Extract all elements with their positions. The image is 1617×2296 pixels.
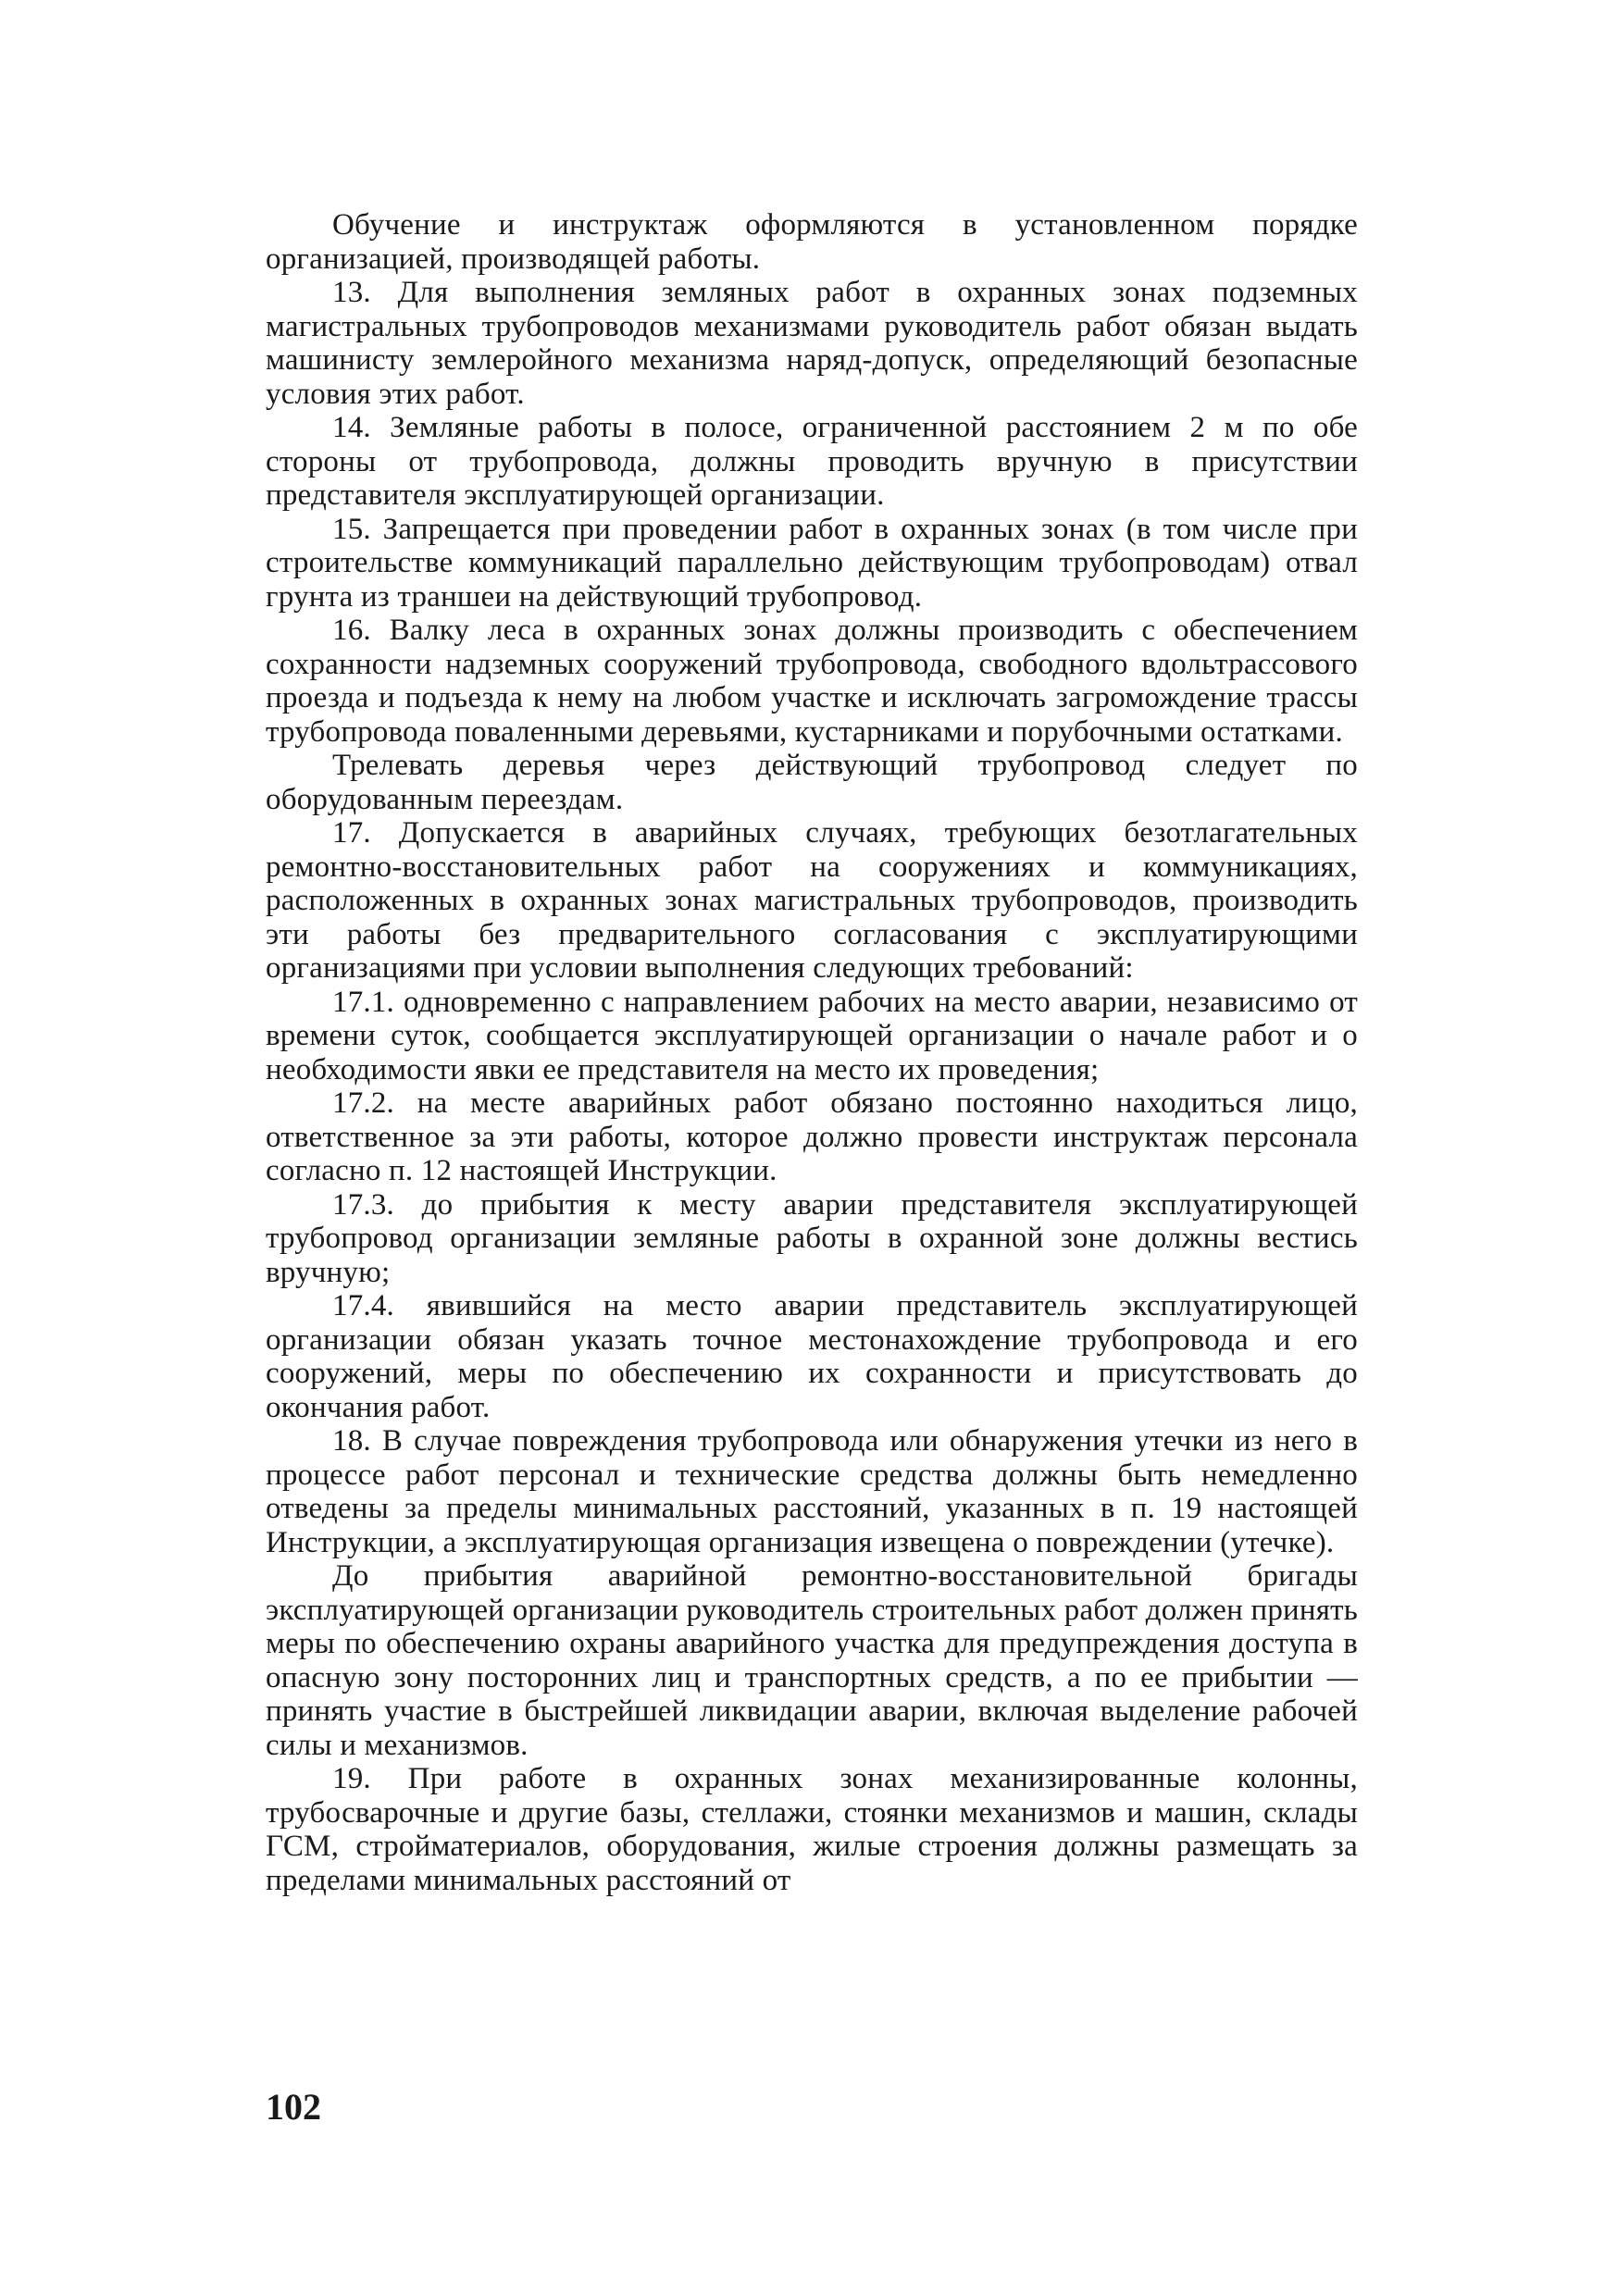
paragraph-16: 16. Валку леса в охранных зонах должны производить с обеспечением сохранности надземных сооружений трубопровода, свободного вдольтрассового проезда и подъезда к нему на любом участке и исключать загромождение трассы трубопровода поваленными деревьями, кустарниками и порубочными остатками. xyxy=(266,614,1358,749)
paragraph-14: 14. Земляные работы в полосе, ограниченной расстоянием 2 м по обе стороны от трубопровода, должны проводить вручную в присутствии представителя эксплуатирующей организации. xyxy=(266,411,1358,512)
paragraph-17-3: 17.3. до прибытия к месту аварии представителя эксплуатирующей трубопровод организации земляные работы в охранной зоне должны вестись вручную; xyxy=(266,1187,1358,1289)
paragraph-17-1: 17.1. одновременно с направлением рабочих на место аварии, независимо от времени суток, сообщается эксплуатирующей организации о начале работ и о необходимости явки ее представителя на место их проведения; xyxy=(266,985,1358,1086)
paragraph-17-2: 17.2. на месте аварийных работ обязано постоянно находиться лицо, ответственное за эти работы, которое должно провести инструктаж персонала согласно п. 12 настоящей Инструкции. xyxy=(266,1086,1358,1187)
paragraph-training: Обучение и инструктаж оформляются в установленном порядке организацией, производящей работы. xyxy=(266,208,1358,276)
page-body xyxy=(266,208,1358,1897)
paragraph-16-skidding: Трелевать деревья через действующий трубопровод следует по оборудованным переездам. xyxy=(266,749,1358,816)
paragraph-18: 18. В случае повреждения трубопровода или обнаружения утечки из него в процессе работ персонал и технические средства должны быть немедленно отведены за пределы минимальных расстояний, указанных в п. 19 настоящей Инструкции, а эксплуатирующая организация извещена о повреждении (утечке). xyxy=(266,1424,1358,1559)
paragraph-13: 13. Для выполнения земляных работ в охранных зонах подземных магистральных трубопроводов механизмами руководитель работ обязан выдать машинисту землеройного механизма наряд-допуск, определяющий безопасные условия этих работ. xyxy=(266,276,1358,411)
paragraph-17: 17. Допускается в аварийных случаях, требующих безотлагательных ремонтно-восстановительных работ на сооружениях и коммуникациях, расположенных в охранных зонах магистральных трубопроводов, производить эти работы без предварительного согласования с эксплуатирующими организациями при условии выполнения следующих требований: xyxy=(266,816,1358,985)
page-number: 102 xyxy=(266,2086,321,2128)
paragraph-17-4: 17.4. явившийся на место аварии представитель эксплуатирующей организации обязан указать точное местонахождение трубопровода и его сооружений, меры по обеспечению их сохранности и присутствовать до окончания работ. xyxy=(266,1289,1358,1424)
paragraph-18-brigade: До прибытия аварийной ремонтно-восстановительной бригады эксплуатирующей организации руководитель строительных работ должен принять меры по обеспечению охраны аварийного участка для предупреждения доступа в опасную зону посторонних лиц и транспортных средств, а по ее прибытии — принять участие в быстрейшей ликвидации аварии, включая выделение рабочей силы и механизмов. xyxy=(266,1559,1358,1762)
paragraph-19: 19. При работе в охранных зонах механизированные колонны, трубосварочные и другие базы, стеллажи, стоянки механизмов и машин, склады ГСМ, стройматериалов, оборудования, жилые строения должны размещать за пределами минимальных расстояний от xyxy=(266,1762,1358,1897)
paragraph-15: 15. Запрещается при проведении работ в охранных зонах (в том числе при строительстве коммуникаций параллельно действующим трубопроводам) отвал грунта из траншеи на действующий трубопровод. xyxy=(266,512,1358,614)
